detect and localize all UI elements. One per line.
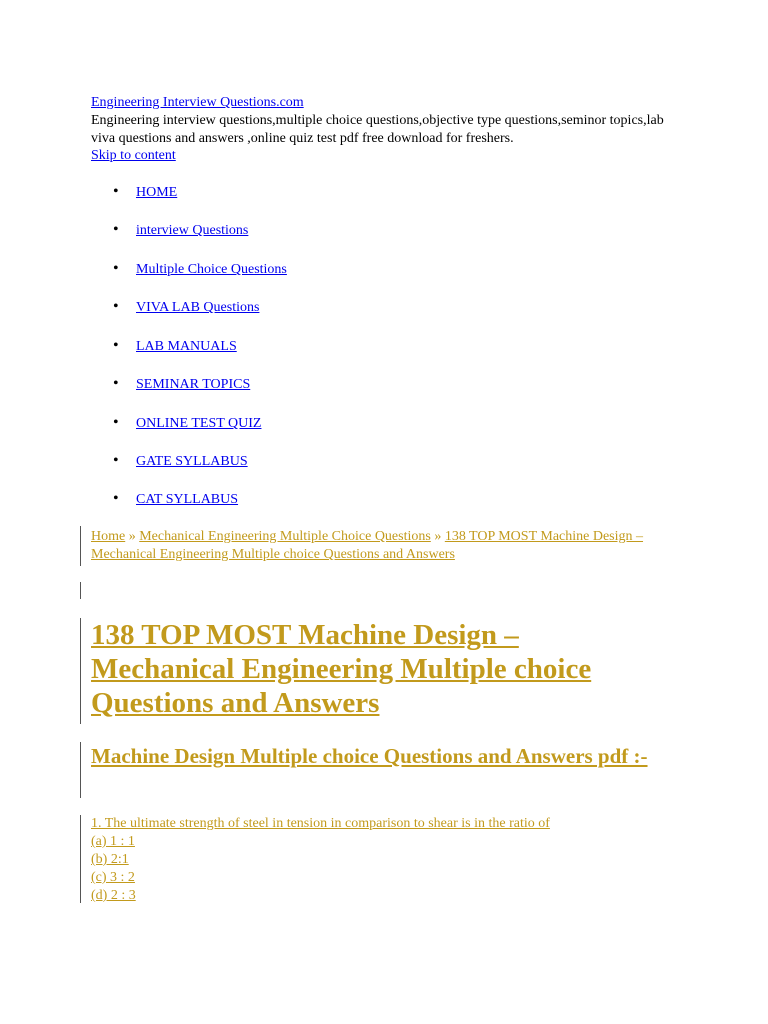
bullet-icon: • [113, 221, 119, 238]
option-b[interactable]: (b) 2:1 [91, 852, 129, 867]
bullet-icon: • [113, 414, 119, 431]
bullet-icon: • [113, 298, 119, 315]
question-border [80, 815, 81, 903]
nav-link-online-test-quiz[interactable]: ONLINE TEST QUIZ [136, 416, 262, 431]
breadcrumb-separator: » [434, 529, 442, 544]
option-a[interactable]: (a) 1 : 1 [91, 834, 135, 849]
breadcrumb-category-link[interactable]: Mechanical Engineering Multiple Choice Questions [139, 529, 431, 544]
breadcrumb-current-link[interactable]: 138 TOP MOST Machine Design – Mechanical Engineering Multiple choice Questions and Answers [91, 529, 644, 562]
nav-link-gate-syllabus[interactable]: GATE SYLLABUS [136, 454, 248, 469]
divider-border [80, 582, 81, 599]
breadcrumb-border [80, 526, 81, 566]
breadcrumb-separator: » [128, 529, 136, 544]
bullet-icon: • [113, 260, 119, 277]
title-border [80, 618, 81, 724]
page-title-link[interactable]: 138 TOP MOST Machine Design – Mechanical Engineering Multiple choice Questions and Answers [91, 619, 592, 719]
bullet-icon: • [113, 183, 119, 200]
bullet-icon: • [113, 452, 119, 469]
option-d[interactable]: (d) 2 : 3 [91, 888, 136, 903]
nav-link-lab-manuals[interactable]: LAB MANUALS [136, 339, 237, 354]
nav-link-interview-questions[interactable]: interview Questions [136, 223, 249, 238]
question-block [91, 815, 691, 905]
heading-border [80, 742, 81, 798]
breadcrumb [91, 528, 691, 564]
bullet-icon: • [113, 375, 119, 392]
nav-link-seminar-topics[interactable]: SEMINAR TOPICS [136, 377, 251, 392]
skip-to-content-link[interactable]: Skip to content [91, 148, 176, 163]
site-title-link[interactable]: Engineering Interview Questions.com [91, 95, 304, 110]
nav-link-multiple-choice[interactable]: Multiple Choice Questions [136, 262, 287, 277]
page-title [91, 618, 651, 720]
question-text[interactable]: 1. The ultimate strength of steel in tension in comparison to shear is in the ratio of [91, 816, 550, 831]
bullet-icon: • [113, 490, 119, 507]
breadcrumb-home-link[interactable]: Home [91, 529, 126, 544]
nav-link-home[interactable]: HOME [136, 185, 178, 200]
bullet-icon: • [113, 337, 119, 354]
option-c[interactable]: (c) 3 : 2 [91, 870, 135, 885]
nav-link-cat-syllabus[interactable]: CAT SYLLABUS [136, 492, 239, 507]
nav-link-viva-lab[interactable]: VIVA LAB Questions [136, 300, 260, 315]
site-description: Engineering interview questions,multiple choice questions,objective type questions,seminor topics,lab viva questions and answers ,online quiz test pdf free download for freshers. [91, 113, 664, 146]
section-heading: Machine Design Multiple choice Questions and Answers pdf :- [91, 744, 648, 768]
